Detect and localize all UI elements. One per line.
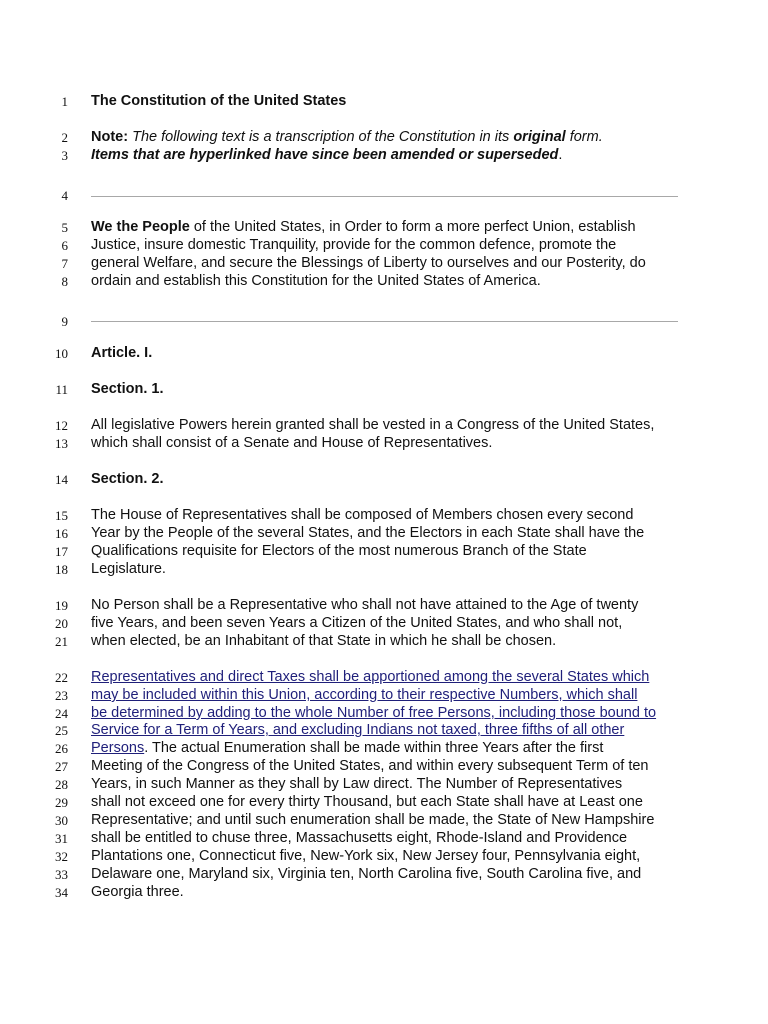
preamble-line <box>91 218 691 236</box>
amended-link-text[interactable]: be determined by adding to the whole Number of free Persons, including those bound to <box>91 705 657 721</box>
hyperlink-note-period: . <box>558 147 563 163</box>
section-heading: Section. 1. <box>91 381 164 397</box>
line-number: 29 <box>55 795 68 810</box>
line-number: 11 <box>55 382 68 397</box>
section-2-line: shall be entitled to chuse three, Massachusetts eight, Rhode-Island and Providence <box>91 830 628 846</box>
amended-text-link[interactable] <box>91 686 691 704</box>
hyperlink-note-line <box>91 146 691 164</box>
horizontal-rule <box>91 321 678 322</box>
document-title: The Constitution of the United States <box>91 93 347 109</box>
line-number: 19 <box>55 598 68 613</box>
section-2-line: Plantations one, Connecticut five, New-York six, New Jersey four, Pennsylvania eight, <box>91 848 641 864</box>
section-1-line: All legislative Powers herein granted shall be vested in a Congress of the United States, <box>91 417 655 433</box>
note-line <box>91 128 691 146</box>
section-2-line: Georgia three. <box>91 884 184 900</box>
amended-text-link[interactable] <box>91 704 691 722</box>
preamble-rest: of the United States, in Order to form a more perfect Union, establish <box>189 219 636 235</box>
section-2-line: when elected, be an Inhabitant of that State in which he shall be chosen. <box>91 633 557 649</box>
line-number: 24 <box>55 706 68 721</box>
line-number: 34 <box>55 885 68 900</box>
section-1-line: which shall consist of a Senate and House of Representatives. <box>91 435 493 451</box>
section-2-line: Representative; and until such enumeration shall be made, the State of New Hampshire <box>91 812 655 828</box>
line-number: 26 <box>55 741 68 756</box>
section-2-line: Delaware one, Maryland six, Virginia ten, North Carolina five, South Carolina five, and <box>91 866 642 882</box>
section-heading: Section. 2. <box>91 471 164 487</box>
horizontal-rule <box>91 196 678 197</box>
note-original: original <box>513 129 566 145</box>
note-form: form. <box>565 129 603 145</box>
section-2-line: No Person shall be a Representative who shall not have attained to the Age of twenty <box>91 597 639 613</box>
amended-text-link[interactable] <box>91 721 691 739</box>
line-number: 28 <box>55 777 68 792</box>
line-number: 3 <box>61 148 68 163</box>
section-2-line: Years, in such Manner as they shall by Law direct. The Number of Representatives <box>91 776 623 792</box>
line-number: 5 <box>61 220 68 235</box>
section-2-line: shall not exceed one for every thirty Thousand, but each State shall have at Least one <box>91 794 643 810</box>
amended-text-link[interactable] <box>91 668 691 686</box>
amended-link-text[interactable]: may be included within this Union, according to their respective Numbers, which shall <box>91 687 638 703</box>
line-number: 25 <box>55 723 68 738</box>
line-number: 9 <box>61 314 68 329</box>
section-2-line: Qualifications requisite for Electors of the most numerous Branch of the State <box>91 543 587 559</box>
line-number: 21 <box>55 634 68 649</box>
line-number: 6 <box>61 238 68 253</box>
line-number: 14 <box>55 472 68 487</box>
line-number: 8 <box>61 274 68 289</box>
preamble-line: Justice, insure domestic Tranquility, provide for the common defence, promote the <box>91 237 617 253</box>
preamble-line: ordain and establish this Constitution for the United States of America. <box>91 273 541 289</box>
enumeration-text: . The actual Enumeration shall be made within three Years after the first <box>144 740 604 756</box>
section-2-line: Year by the People of the several States, and the Electors in each State shall have the <box>91 525 645 541</box>
section-2-line <box>91 739 691 757</box>
preamble-lead: We the People <box>91 219 190 235</box>
line-number: 4 <box>61 188 68 203</box>
section-2-line: five Years, and been seven Years a Citizen of the United States, and who shall not, <box>91 615 623 631</box>
line-number: 16 <box>55 526 68 541</box>
line-number: 12 <box>55 418 68 433</box>
line-number: 27 <box>55 759 68 774</box>
line-number: 7 <box>61 256 68 271</box>
amended-link-text[interactable]: Service for a Term of Years, and excluding Indians not taxed, three fifths of all other <box>91 722 625 738</box>
line-number: 32 <box>55 849 68 864</box>
line-number: 1 <box>61 94 68 109</box>
article-heading: Article. I. <box>91 345 153 361</box>
note-label: Note: <box>91 129 129 145</box>
section-2-line: The House of Representatives shall be composed of Members chosen every second <box>91 507 634 523</box>
amended-link-text[interactable]: Persons <box>91 740 145 756</box>
line-number: 23 <box>55 688 68 703</box>
line-number: 30 <box>55 813 68 828</box>
line-number: 17 <box>55 544 68 559</box>
line-number: 15 <box>55 508 68 523</box>
hyperlink-note: Items that are hyperlinked have since been amended or superseded <box>91 147 559 163</box>
note-text: The following text is a transcription of the Constitution in its <box>128 129 514 145</box>
line-number: 2 <box>61 130 68 145</box>
line-number: 31 <box>55 831 68 846</box>
line-number: 10 <box>55 346 68 361</box>
line-number: 22 <box>55 670 68 685</box>
section-2-line: Legislature. <box>91 561 166 577</box>
amended-link-text[interactable]: Representatives and direct Taxes shall be apportioned among the several States which <box>91 669 650 685</box>
line-number: 18 <box>55 562 68 577</box>
section-2-line: Meeting of the Congress of the United States, and within every subsequent Term of ten <box>91 758 649 774</box>
line-number: 13 <box>55 436 68 451</box>
preamble-line: general Welfare, and secure the Blessings of Liberty to ourselves and our Posterity, do <box>91 255 646 271</box>
line-number: 20 <box>55 616 68 631</box>
line-number: 33 <box>55 867 68 882</box>
